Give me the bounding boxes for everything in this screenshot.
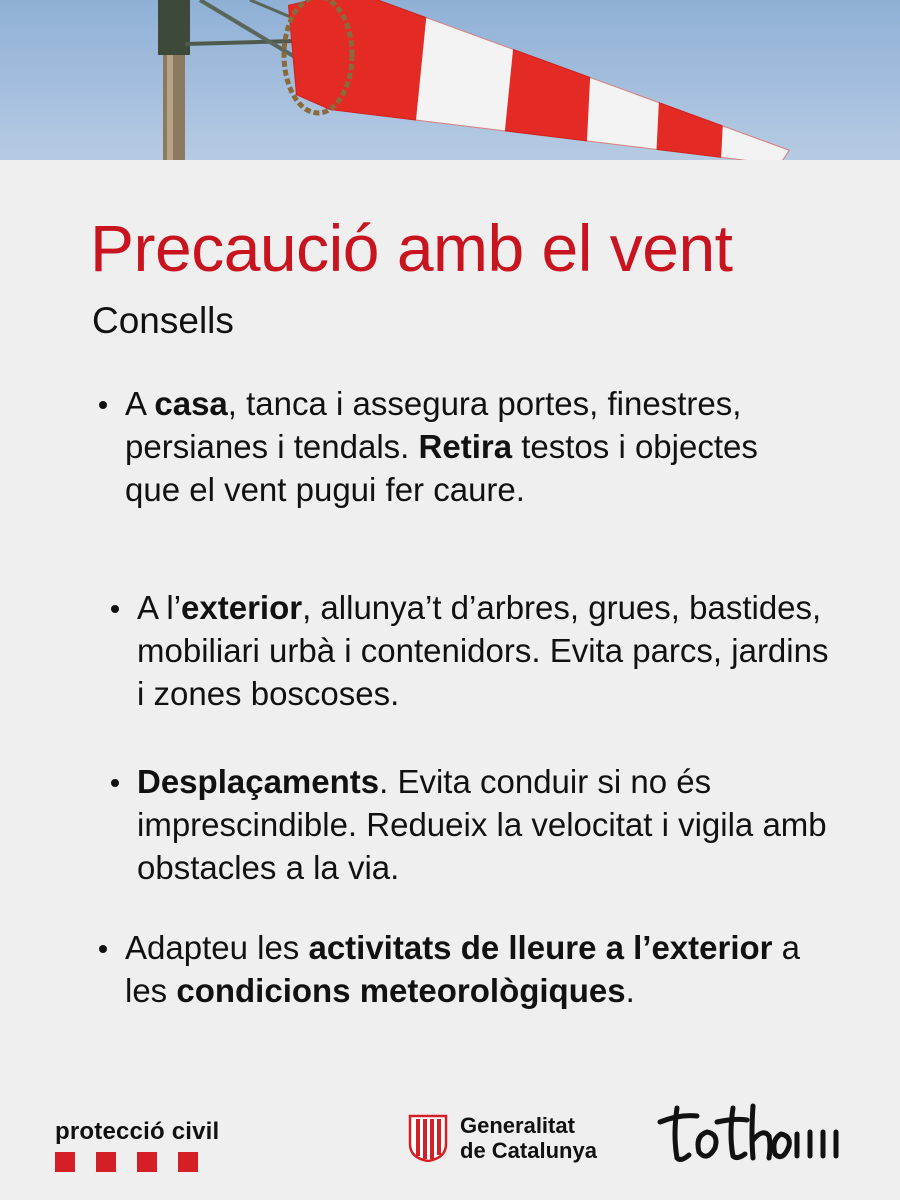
proteccio-civil-text: protecció civil [55,1118,220,1145]
header-image [0,0,900,160]
bullet-icon [99,401,107,409]
bullet-icon [99,945,107,953]
page-title: Precaució amb el vent [90,211,733,285]
tip-home: A casa, tanca i assegura portes, finestres, persianes i tendals. Retira testos i objectes que el vent pugui fer caure. [125,382,775,511]
proteccio-civil-squares [55,1152,219,1172]
tip-travel: Desplaçaments. Evita conduir si no és imprescindible. Redueix la velocitat i vigila amb obstacles a la via. [137,760,857,889]
bullet-icon [111,605,119,613]
generalitat-line-1: Generalitat [460,1113,575,1138]
proteccio-civil-logo [55,1118,219,1172]
generalitat-shield-icon [408,1114,448,1162]
windsock-illustration [0,0,900,160]
generalitat-line-2: de Catalunya [460,1138,597,1163]
tip-leisure: Adapteu les activitats de lleure a l’exterior a les condicions meteorològiques. [125,926,805,1012]
tothom-logo [655,1100,855,1175]
tip-outdoors: A l’exterior, allunya’t d’arbres, grues, bastides, mobiliari urbà i contenidors. Evita parcs, jardins i zones boscoses. [137,586,837,715]
bullet-icon [111,779,119,787]
generalitat-logo [408,1113,597,1163]
tothom-handwritten-logo [655,1100,855,1170]
page-subtitle: Consells [92,300,234,341]
